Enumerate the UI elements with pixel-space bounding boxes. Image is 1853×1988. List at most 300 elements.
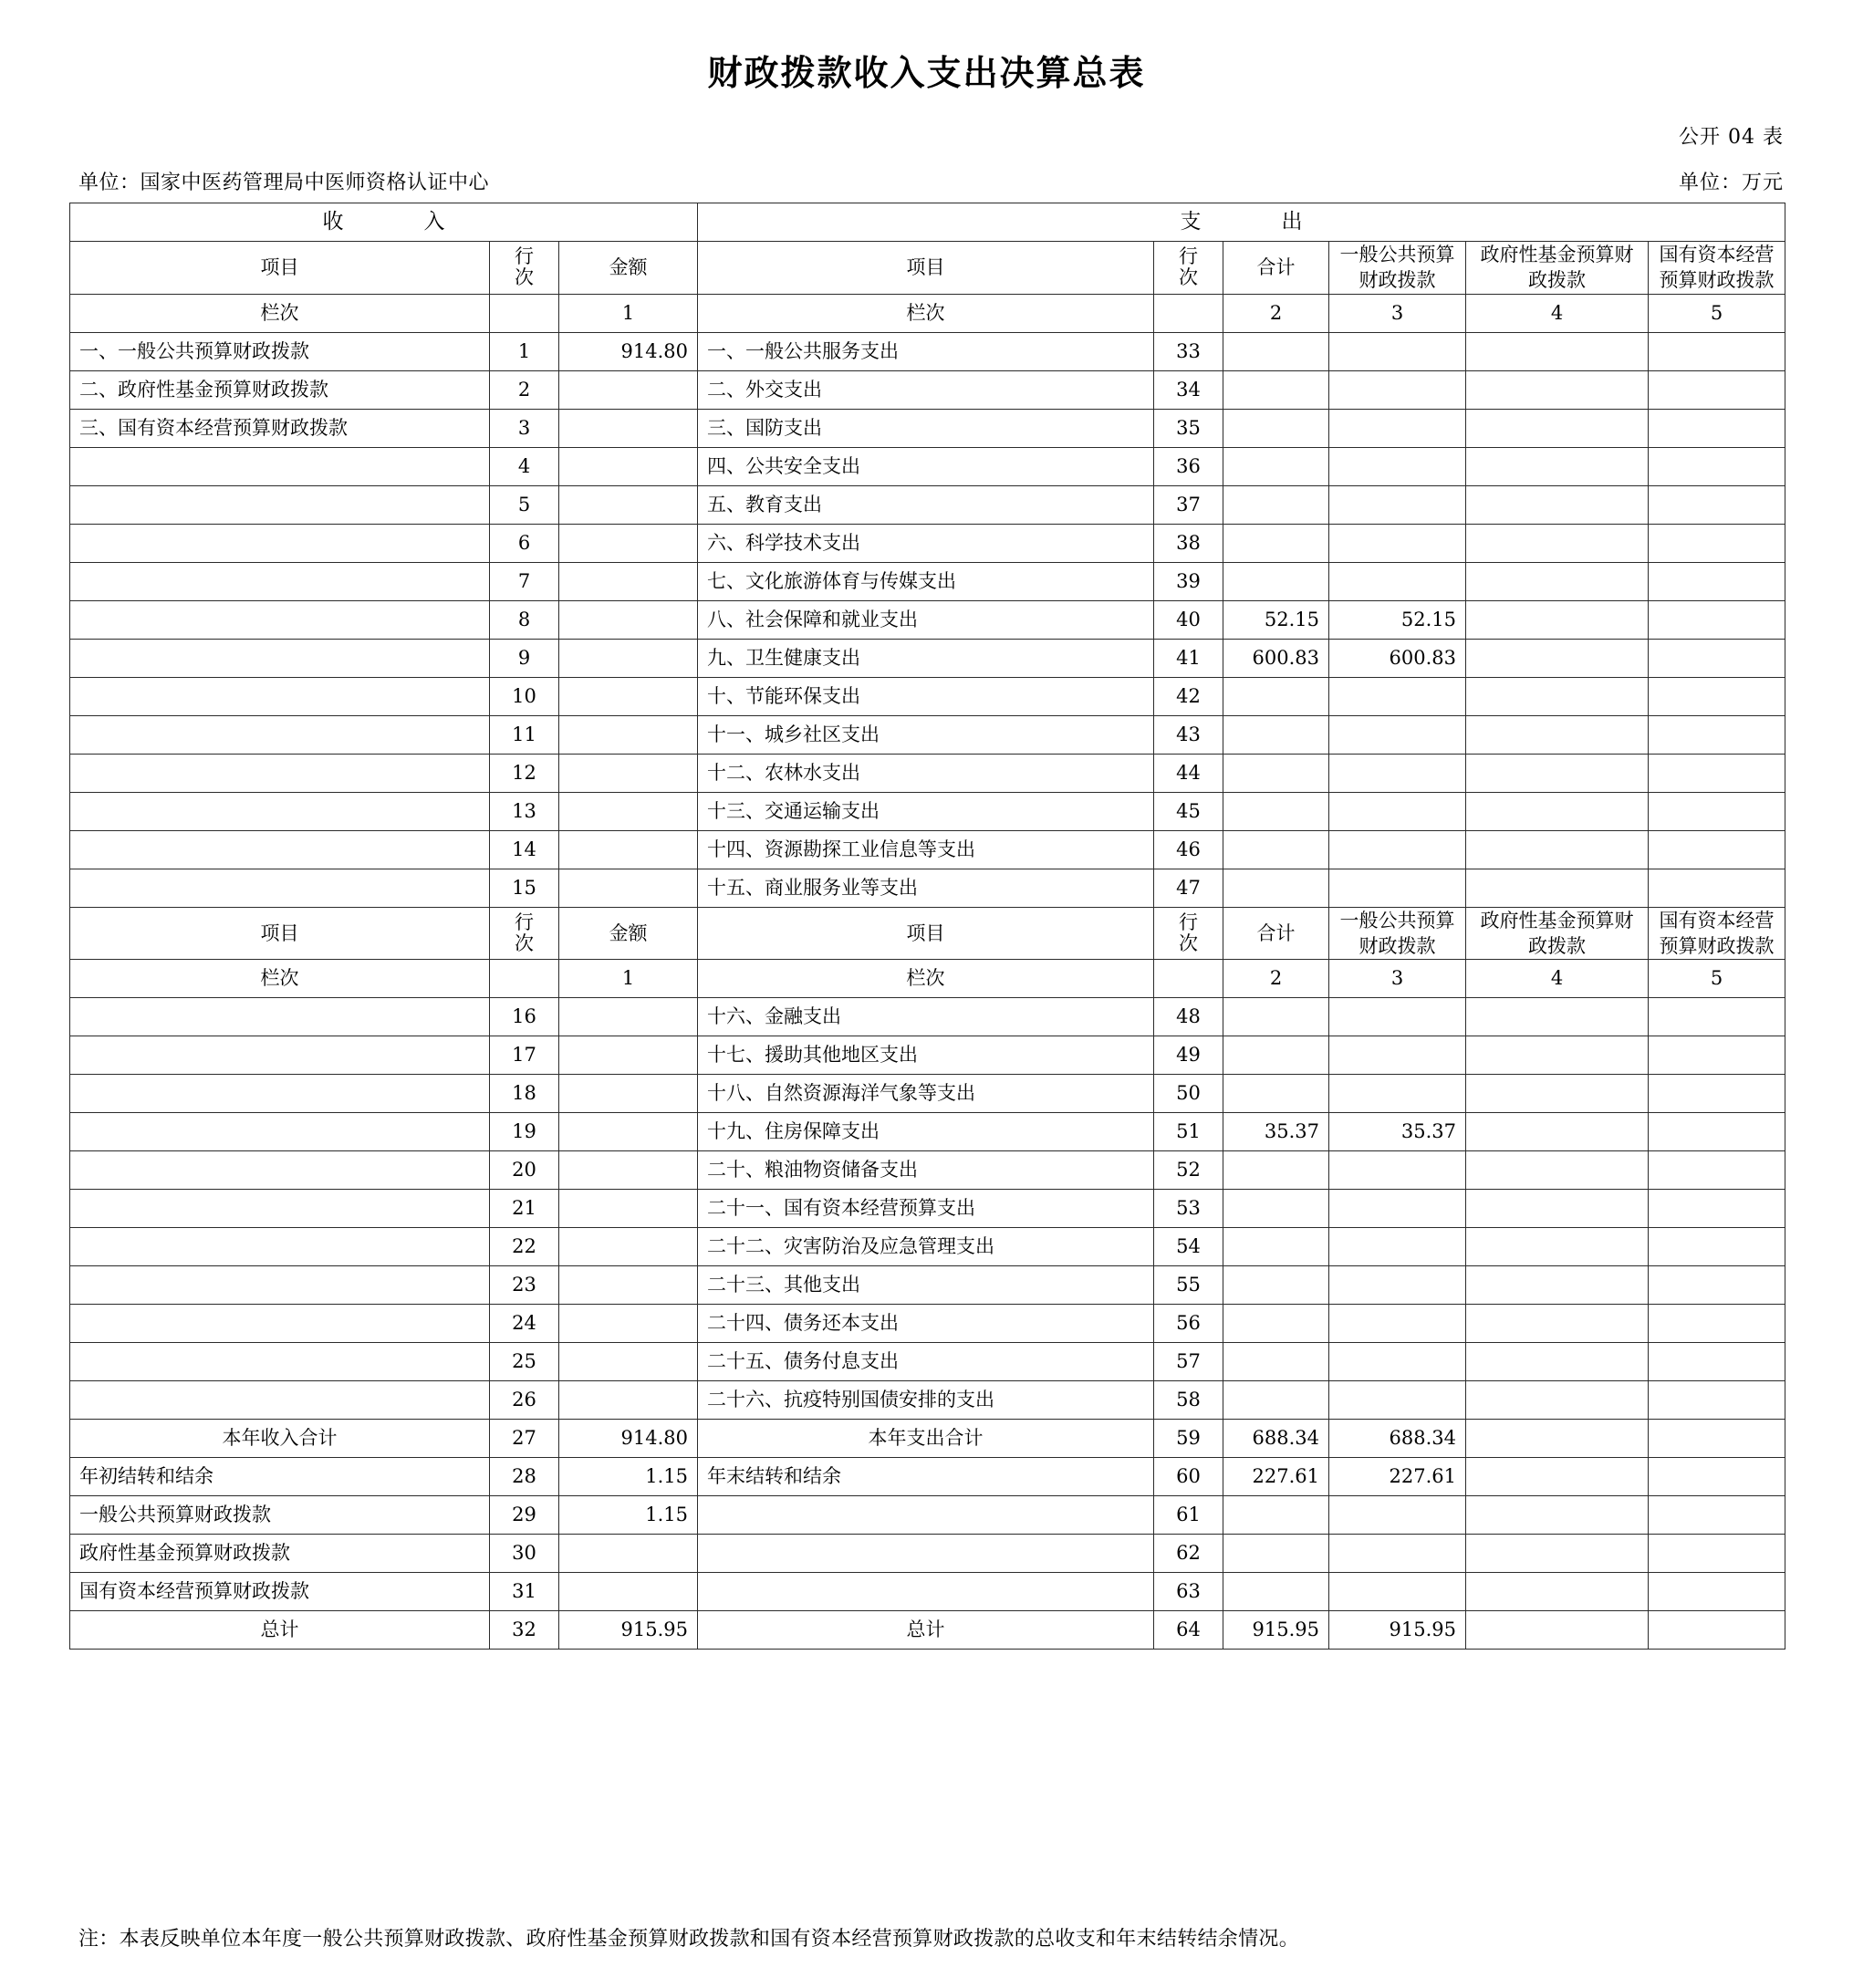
summary-income-lineno: 27 xyxy=(490,1420,559,1458)
currency-unit-label: 单位：万元 xyxy=(1678,172,1784,194)
block1-expense-total xyxy=(1223,677,1329,715)
block2-expense-item: 十七、援助其他地区支出 xyxy=(698,1036,1154,1075)
block2-income-amount xyxy=(559,1305,698,1343)
block1-expense-capital xyxy=(1649,485,1785,524)
block1-income-item xyxy=(70,485,490,524)
block2-expense-item: 二十一、国有资本经营预算支出 xyxy=(698,1190,1154,1228)
summary-expense-capital xyxy=(1649,1420,1785,1458)
summary-income-lineno: 28 xyxy=(490,1458,559,1496)
block1-expense-general xyxy=(1329,332,1466,370)
block1-income-amount xyxy=(559,715,698,754)
block1-expense-lineno: 43 xyxy=(1154,715,1223,754)
lanci-col5-1: 5 xyxy=(1649,294,1785,332)
block2-expense-capital xyxy=(1649,1228,1785,1266)
lanci-col4-1: 4 xyxy=(1466,294,1649,332)
block2-expense-total xyxy=(1223,1228,1329,1266)
block1-income-lineno: 9 xyxy=(490,639,559,677)
block1-income-amount xyxy=(559,639,698,677)
block2-income-item xyxy=(70,1036,490,1075)
block2-expense-lineno: 53 xyxy=(1154,1190,1223,1228)
lanci-col2-2: 2 xyxy=(1223,960,1329,998)
block2-expense-fund xyxy=(1466,1266,1649,1305)
block2-income-lineno: 19 xyxy=(490,1113,559,1151)
block2-expense-lineno: 57 xyxy=(1154,1343,1223,1381)
block2-expense-item: 十九、住房保障支出 xyxy=(698,1113,1154,1151)
block1-expense-total xyxy=(1223,485,1329,524)
block1-expense-item: 十三、交通运输支出 xyxy=(698,792,1154,830)
block1-expense-capital xyxy=(1649,332,1785,370)
block2-expense-fund xyxy=(1466,1305,1649,1343)
block1-income-item xyxy=(70,600,490,639)
block1-expense-total xyxy=(1223,754,1329,792)
block2-income-amount xyxy=(559,1343,698,1381)
block1-expense-general xyxy=(1329,524,1466,562)
block2-expense-total xyxy=(1223,1151,1329,1190)
block1-expense-lineno: 37 xyxy=(1154,485,1223,524)
block2-expense-total xyxy=(1223,998,1329,1036)
lanci-label-expense-1: 栏次 xyxy=(698,294,1154,332)
block2-income-lineno: 17 xyxy=(490,1036,559,1075)
block1-expense-total xyxy=(1223,792,1329,830)
block2-expense-general xyxy=(1329,1266,1466,1305)
header-total-2: 合计 xyxy=(1223,907,1329,960)
block1-expense-fund xyxy=(1466,332,1649,370)
block2-expense-general xyxy=(1329,1151,1466,1190)
block1-expense-fund xyxy=(1466,677,1649,715)
summary-expense-lineno: 59 xyxy=(1154,1420,1223,1458)
organization-unit-label: 单位：国家中医药管理局中医师资格认证中心 xyxy=(78,172,490,194)
summary-expense-general xyxy=(1329,1573,1466,1611)
block1-expense-general xyxy=(1329,830,1466,869)
block1-expense-item: 三、国防支出 xyxy=(698,409,1154,447)
block2-expense-total xyxy=(1223,1305,1329,1343)
summary-income-lineno: 29 xyxy=(490,1496,559,1535)
summary-income-lineno: 32 xyxy=(490,1611,559,1650)
block1-expense-capital xyxy=(1649,754,1785,792)
summary-expense-fund xyxy=(1466,1458,1649,1496)
header-state-capital-2: 国有资本经营预算财政拨款 xyxy=(1649,907,1785,960)
block2-expense-general xyxy=(1329,1305,1466,1343)
summary-expense-item xyxy=(698,1496,1154,1535)
block2-expense-item: 十八、自然资源海洋气象等支出 xyxy=(698,1075,1154,1113)
block1-expense-capital xyxy=(1649,869,1785,907)
summary-expense-total xyxy=(1223,1573,1329,1611)
banner-income: 收 入 xyxy=(70,203,698,242)
header-state-capital-1: 国有资本经营预算财政拨款 xyxy=(1649,242,1785,295)
lanci-blank-b-2 xyxy=(1154,960,1223,998)
block2-expense-total: 35.37 xyxy=(1223,1113,1329,1151)
block1-income-amount xyxy=(559,792,698,830)
block2-expense-item: 二十三、其他支出 xyxy=(698,1266,1154,1305)
block1-income-lineno: 10 xyxy=(490,677,559,715)
block1-expense-lineno: 39 xyxy=(1154,562,1223,600)
summary-expense-fund xyxy=(1466,1420,1649,1458)
block1-income-lineno: 5 xyxy=(490,485,559,524)
block2-income-item xyxy=(70,1151,490,1190)
block1-expense-item: 二、外交支出 xyxy=(698,370,1154,409)
block1-income-amount xyxy=(559,485,698,524)
block1-expense-general xyxy=(1329,370,1466,409)
block1-expense-lineno: 45 xyxy=(1154,792,1223,830)
summary-expense-lineno: 61 xyxy=(1154,1496,1223,1535)
block2-expense-general xyxy=(1329,998,1466,1036)
block1-expense-item: 十、节能环保支出 xyxy=(698,677,1154,715)
block1-expense-lineno: 35 xyxy=(1154,409,1223,447)
block1-expense-total xyxy=(1223,447,1329,485)
lanci-col5-2: 5 xyxy=(1649,960,1785,998)
block1-expense-fund xyxy=(1466,639,1649,677)
block1-expense-item: 九、卫生健康支出 xyxy=(698,639,1154,677)
header-amount-1: 金额 xyxy=(559,242,698,295)
summary-expense-general: 688.34 xyxy=(1329,1420,1466,1458)
block1-expense-total: 52.15 xyxy=(1223,600,1329,639)
block1-expense-fund xyxy=(1466,600,1649,639)
summary-income-amount: 1.15 xyxy=(559,1496,698,1535)
summary-expense-total xyxy=(1223,1496,1329,1535)
header-amount-2: 金额 xyxy=(559,907,698,960)
block1-expense-total xyxy=(1223,409,1329,447)
block2-income-amount xyxy=(559,998,698,1036)
block1-expense-fund xyxy=(1466,562,1649,600)
block2-income-amount xyxy=(559,1075,698,1113)
block1-expense-capital xyxy=(1649,524,1785,562)
summary-expense-general xyxy=(1329,1535,1466,1573)
lanci-col1-2: 1 xyxy=(559,960,698,998)
block1-expense-capital xyxy=(1649,370,1785,409)
summary-expense-general: 227.61 xyxy=(1329,1458,1466,1496)
summary-expense-capital xyxy=(1649,1458,1785,1496)
block1-expense-total xyxy=(1223,332,1329,370)
block2-income-item xyxy=(70,1381,490,1420)
block2-income-lineno: 25 xyxy=(490,1343,559,1381)
block1-expense-lineno: 36 xyxy=(1154,447,1223,485)
block2-income-item xyxy=(70,1190,490,1228)
page-title: 财政拨款收入支出决算总表 xyxy=(707,53,1146,93)
lanci-blank-a-2 xyxy=(490,960,559,998)
summary-income-lineno: 30 xyxy=(490,1535,559,1573)
block1-income-item xyxy=(70,677,490,715)
block1-income-lineno: 13 xyxy=(490,792,559,830)
block1-income-lineno: 6 xyxy=(490,524,559,562)
block1-expense-total xyxy=(1223,562,1329,600)
block2-expense-fund xyxy=(1466,1151,1649,1190)
block2-income-amount xyxy=(559,1113,698,1151)
block1-income-item xyxy=(70,869,490,907)
summary-expense-fund xyxy=(1466,1535,1649,1573)
block1-expense-total xyxy=(1223,370,1329,409)
block2-income-lineno: 18 xyxy=(490,1075,559,1113)
block2-income-amount xyxy=(559,1036,698,1075)
block2-expense-lineno: 55 xyxy=(1154,1266,1223,1305)
header-expense-lineno-1: 行次 xyxy=(1154,242,1223,295)
lanci-label-expense-2: 栏次 xyxy=(698,960,1154,998)
block2-expense-lineno: 48 xyxy=(1154,998,1223,1036)
block2-income-item xyxy=(70,1266,490,1305)
block2-income-item xyxy=(70,1075,490,1113)
block2-expense-capital xyxy=(1649,1343,1785,1381)
block1-expense-item: 十四、资源勘探工业信息等支出 xyxy=(698,830,1154,869)
block1-income-amount xyxy=(559,677,698,715)
header-item-1: 项目 xyxy=(70,242,490,295)
sheet-number-label: 公开 04 表 xyxy=(1679,126,1784,149)
block1-income-lineno: 3 xyxy=(490,409,559,447)
block2-expense-general xyxy=(1329,1075,1466,1113)
financial-table-wrapper xyxy=(69,203,1785,1650)
block2-expense-general xyxy=(1329,1036,1466,1075)
summary-income-amount: 1.15 xyxy=(559,1458,698,1496)
block1-expense-capital xyxy=(1649,639,1785,677)
block1-expense-capital xyxy=(1649,677,1785,715)
block1-income-lineno: 4 xyxy=(490,447,559,485)
block2-expense-total xyxy=(1223,1343,1329,1381)
block1-expense-item: 十二、农林水支出 xyxy=(698,754,1154,792)
block2-expense-lineno: 58 xyxy=(1154,1381,1223,1420)
block2-expense-item: 十六、金融支出 xyxy=(698,998,1154,1036)
block2-expense-capital xyxy=(1649,1381,1785,1420)
header-total-1: 合计 xyxy=(1223,242,1329,295)
summary-expense-general: 915.95 xyxy=(1329,1611,1466,1650)
block1-expense-item: 十一、城乡社区支出 xyxy=(698,715,1154,754)
header-general-public-1: 一般公共预算财政拨款 xyxy=(1329,242,1466,295)
summary-expense-lineno: 60 xyxy=(1154,1458,1223,1496)
block1-income-amount xyxy=(559,409,698,447)
block1-expense-item: 一、一般公共服务支出 xyxy=(698,332,1154,370)
block2-expense-item: 二十、粮油物资储备支出 xyxy=(698,1151,1154,1190)
summary-expense-capital xyxy=(1649,1535,1785,1573)
block2-expense-total xyxy=(1223,1190,1329,1228)
block2-expense-item: 二十六、抗疫特别国债安排的支出 xyxy=(698,1381,1154,1420)
block1-income-item xyxy=(70,447,490,485)
block2-expense-item: 二十二、灾害防治及应急管理支出 xyxy=(698,1228,1154,1266)
summary-expense-item: 本年支出合计 xyxy=(698,1420,1154,1458)
lanci-col1-1: 1 xyxy=(559,294,698,332)
block1-expense-fund xyxy=(1466,370,1649,409)
block1-expense-item: 七、文化旅游体育与传媒支出 xyxy=(698,562,1154,600)
header-lineno-2: 行次 xyxy=(490,907,559,960)
block1-expense-item: 十五、商业服务业等支出 xyxy=(698,869,1154,907)
block2-expense-item: 二十五、债务付息支出 xyxy=(698,1343,1154,1381)
summary-expense-item xyxy=(698,1535,1154,1573)
summary-income-item: 政府性基金预算财政拨款 xyxy=(70,1535,490,1573)
block2-income-item xyxy=(70,1113,490,1151)
block2-income-item xyxy=(70,1228,490,1266)
block2-income-lineno: 21 xyxy=(490,1190,559,1228)
block1-income-lineno: 12 xyxy=(490,754,559,792)
block1-expense-fund xyxy=(1466,792,1649,830)
summary-expense-capital xyxy=(1649,1611,1785,1650)
block2-expense-total xyxy=(1223,1266,1329,1305)
block1-expense-general xyxy=(1329,409,1466,447)
block1-expense-item: 五、教育支出 xyxy=(698,485,1154,524)
block1-expense-capital xyxy=(1649,447,1785,485)
block2-expense-capital xyxy=(1649,998,1785,1036)
block2-expense-lineno: 54 xyxy=(1154,1228,1223,1266)
block1-income-amount xyxy=(559,370,698,409)
block1-expense-lineno: 42 xyxy=(1154,677,1223,715)
block1-income-item: 三、国有资本经营预算财政拨款 xyxy=(70,409,490,447)
summary-expense-total: 915.95 xyxy=(1223,1611,1329,1650)
block1-income-lineno: 8 xyxy=(490,600,559,639)
block2-expense-capital xyxy=(1649,1151,1785,1190)
block2-expense-lineno: 50 xyxy=(1154,1075,1223,1113)
summary-income-item: 国有资本经营预算财政拨款 xyxy=(70,1573,490,1611)
block1-income-amount xyxy=(559,754,698,792)
block1-income-item xyxy=(70,792,490,830)
summary-expense-capital xyxy=(1649,1496,1785,1535)
summary-expense-capital xyxy=(1649,1573,1785,1611)
block1-income-item xyxy=(70,524,490,562)
block1-expense-general: 600.83 xyxy=(1329,639,1466,677)
block2-income-lineno: 24 xyxy=(490,1305,559,1343)
block1-expense-fund xyxy=(1466,409,1649,447)
block2-expense-fund xyxy=(1466,1036,1649,1075)
block1-expense-capital xyxy=(1649,792,1785,830)
summary-income-amount xyxy=(559,1573,698,1611)
block1-expense-total xyxy=(1223,524,1329,562)
block2-income-item xyxy=(70,1343,490,1381)
block1-income-item xyxy=(70,754,490,792)
block2-income-amount xyxy=(559,1266,698,1305)
summary-income-lineno: 31 xyxy=(490,1573,559,1611)
lanci-col3-1: 3 xyxy=(1329,294,1466,332)
block1-expense-total xyxy=(1223,715,1329,754)
block1-expense-general xyxy=(1329,447,1466,485)
block2-expense-lineno: 51 xyxy=(1154,1113,1223,1151)
block1-expense-capital xyxy=(1649,409,1785,447)
lanci-col4-2: 4 xyxy=(1466,960,1649,998)
block1-expense-total: 600.83 xyxy=(1223,639,1329,677)
block2-income-amount xyxy=(559,1151,698,1190)
block1-expense-lineno: 47 xyxy=(1154,869,1223,907)
block1-expense-general xyxy=(1329,562,1466,600)
block1-expense-fund xyxy=(1466,830,1649,869)
lanci-col2-1: 2 xyxy=(1223,294,1329,332)
header-expense-lineno-2: 行次 xyxy=(1154,907,1223,960)
block1-expense-item: 八、社会保障和就业支出 xyxy=(698,600,1154,639)
block1-income-amount xyxy=(559,447,698,485)
block1-income-lineno: 1 xyxy=(490,332,559,370)
block1-expense-general xyxy=(1329,485,1466,524)
block2-expense-general xyxy=(1329,1381,1466,1420)
block1-income-item: 二、政府性基金预算财政拨款 xyxy=(70,370,490,409)
block1-expense-general: 52.15 xyxy=(1329,600,1466,639)
block1-expense-capital xyxy=(1649,715,1785,754)
block1-income-lineno: 11 xyxy=(490,715,559,754)
summary-income-amount: 915.95 xyxy=(559,1611,698,1650)
block1-expense-capital xyxy=(1649,830,1785,869)
block1-expense-general xyxy=(1329,677,1466,715)
block1-expense-capital xyxy=(1649,600,1785,639)
block2-income-lineno: 16 xyxy=(490,998,559,1036)
summary-expense-total: 227.61 xyxy=(1223,1458,1329,1496)
block2-income-lineno: 26 xyxy=(490,1381,559,1420)
block1-income-item xyxy=(70,830,490,869)
block2-expense-capital xyxy=(1649,1113,1785,1151)
lanci-label-income-1: 栏次 xyxy=(70,294,490,332)
summary-expense-fund xyxy=(1466,1573,1649,1611)
block2-income-amount xyxy=(559,1228,698,1266)
summary-income-item: 总计 xyxy=(70,1611,490,1650)
lanci-blank-a-1 xyxy=(490,294,559,332)
block1-expense-fund xyxy=(1466,485,1649,524)
summary-expense-item: 年末结转和结余 xyxy=(698,1458,1154,1496)
block2-expense-fund xyxy=(1466,1113,1649,1151)
block1-income-amount xyxy=(559,562,698,600)
block2-expense-lineno: 52 xyxy=(1154,1151,1223,1190)
block2-income-lineno: 22 xyxy=(490,1228,559,1266)
block2-income-amount xyxy=(559,1190,698,1228)
summary-income-item: 一般公共预算财政拨款 xyxy=(70,1496,490,1535)
block1-expense-general xyxy=(1329,792,1466,830)
summary-expense-item: 总计 xyxy=(698,1611,1154,1650)
block2-expense-fund xyxy=(1466,1075,1649,1113)
block2-expense-capital xyxy=(1649,1036,1785,1075)
block1-expense-total xyxy=(1223,869,1329,907)
summary-expense-total: 688.34 xyxy=(1223,1420,1329,1458)
block1-income-amount: 914.80 xyxy=(559,332,698,370)
header-lineno-1: 行次 xyxy=(490,242,559,295)
lanci-label-income-2: 栏次 xyxy=(70,960,490,998)
block1-expense-general xyxy=(1329,869,1466,907)
block1-expense-lineno: 34 xyxy=(1154,370,1223,409)
financial-table xyxy=(69,203,1785,1650)
block2-expense-general: 35.37 xyxy=(1329,1113,1466,1151)
block1-expense-fund xyxy=(1466,524,1649,562)
block1-expense-fund xyxy=(1466,869,1649,907)
block2-expense-fund xyxy=(1466,1190,1649,1228)
block1-expense-general xyxy=(1329,754,1466,792)
block2-income-lineno: 23 xyxy=(490,1266,559,1305)
block1-expense-fund xyxy=(1466,715,1649,754)
table-footnote: 注：本表反映单位本年度一般公共预算财政拨款、政府性基金预算财政拨款和国有资本经营预算财政拨款的总收支和年末结转结余情况。 xyxy=(78,1928,1300,1951)
block1-expense-lineno: 40 xyxy=(1154,600,1223,639)
summary-income-amount xyxy=(559,1535,698,1573)
header-expense-item-2: 项目 xyxy=(698,907,1154,960)
block2-expense-total xyxy=(1223,1381,1329,1420)
summary-expense-total xyxy=(1223,1535,1329,1573)
summary-expense-lineno: 63 xyxy=(1154,1573,1223,1611)
block1-expense-item: 六、科学技术支出 xyxy=(698,524,1154,562)
block2-expense-general xyxy=(1329,1343,1466,1381)
lanci-col3-2: 3 xyxy=(1329,960,1466,998)
block2-expense-capital xyxy=(1649,1266,1785,1305)
block2-expense-lineno: 49 xyxy=(1154,1036,1223,1075)
block1-expense-lineno: 44 xyxy=(1154,754,1223,792)
block2-expense-general xyxy=(1329,1190,1466,1228)
block1-income-amount xyxy=(559,524,698,562)
block1-income-lineno: 7 xyxy=(490,562,559,600)
block2-expense-capital xyxy=(1649,1305,1785,1343)
header-gov-fund-1: 政府性基金预算财政拨款 xyxy=(1466,242,1649,295)
block1-income-item xyxy=(70,639,490,677)
summary-expense-item xyxy=(698,1573,1154,1611)
summary-expense-fund xyxy=(1466,1611,1649,1650)
block2-income-item xyxy=(70,1305,490,1343)
header-gov-fund-2: 政府性基金预算财政拨款 xyxy=(1466,907,1649,960)
summary-expense-lineno: 64 xyxy=(1154,1611,1223,1650)
summary-expense-fund xyxy=(1466,1496,1649,1535)
lanci-blank-b-1 xyxy=(1154,294,1223,332)
block1-expense-lineno: 46 xyxy=(1154,830,1223,869)
header-expense-item-1: 项目 xyxy=(698,242,1154,295)
block2-expense-capital xyxy=(1649,1190,1785,1228)
block1-expense-lineno: 41 xyxy=(1154,639,1223,677)
block1-income-item: 一、一般公共预算财政拨款 xyxy=(70,332,490,370)
block1-income-item xyxy=(70,562,490,600)
banner-expenditure: 支 出 xyxy=(698,203,1785,242)
block1-expense-general xyxy=(1329,715,1466,754)
block1-income-amount xyxy=(559,869,698,907)
